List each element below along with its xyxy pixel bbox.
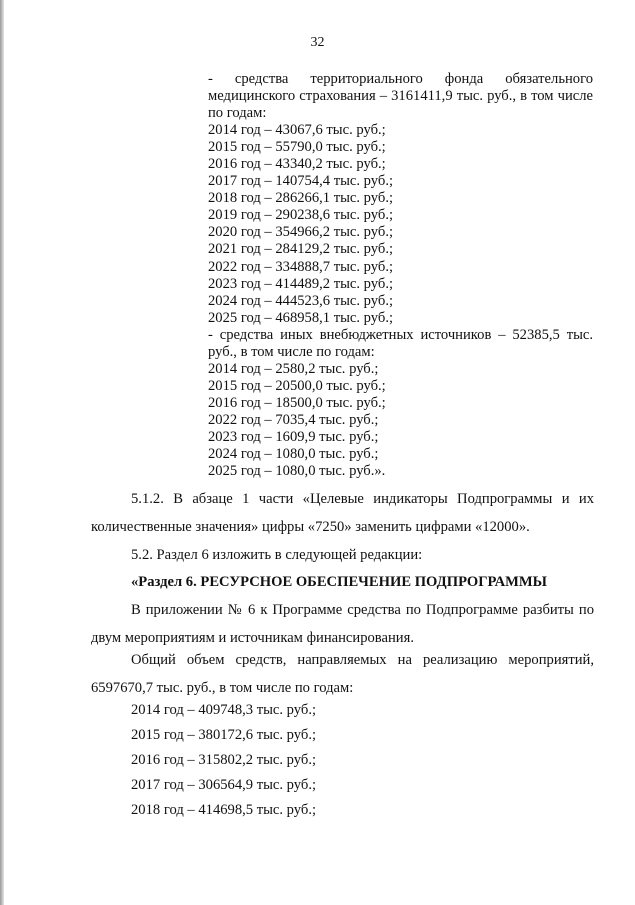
tfoms-intro: - средства территориального фонда обязательного медицинского страхования – 3161411,9 тыс. руб., в том числе по годам:	[208, 71, 593, 122]
tfoms-year-line: 2020 год – 354966,2 тыс. руб.;	[208, 224, 394, 241]
paragraph-5-1-2: 5.1.2. В абзаце 1 части «Целевые индикаторы Подпрограммы и их количественные значения» цифры «7250» заменить цифрами «12000».	[91, 491, 594, 535]
tfoms-year-line: 2024 год – 444523,6 тыс. руб.;	[208, 292, 394, 309]
section-6-year-line: 2014 год – 409748,3 тыс. руб.;	[131, 702, 317, 718]
paragraph-5-2: 5.2. Раздел 6 изложить в следующей редакции:	[131, 547, 423, 563]
tfoms-year-line: 2023 год – 414489,2 тыс. руб.;	[208, 275, 394, 292]
tfoms-year-line: 2018 год – 286266,1 тыс. руб.;	[208, 190, 394, 207]
scan-edge	[0, 0, 4, 905]
other-sources-year-line: 2022 год – 7035,4 тыс. руб.;	[208, 411, 379, 428]
page-number: 32	[310, 35, 325, 50]
section-6-year-line: 2017 год – 306564,9 тыс. руб.;	[131, 777, 317, 793]
other-sources-year-line: 2015 год – 20500,0 тыс. руб.;	[208, 377, 386, 394]
appendix-paragraph: В приложении № 6 к Программе средства по Подпрограмме разбиты по двум мероприятиям и источникам финансирования.	[91, 602, 594, 646]
section-6-year-line: 2018 год – 414698,5 тыс. руб.;	[131, 802, 317, 818]
tfoms-year-line: 2021 год – 284129,2 тыс. руб.;	[208, 241, 394, 258]
section-6-heading: «Раздел 6. РЕСУРСНОЕ ОБЕСПЕЧЕНИЕ ПОДПРОГРАММЫ	[131, 574, 548, 590]
tfoms-year-line: 2015 год – 55790,0 тыс. руб.;	[208, 139, 386, 156]
total-volume-paragraph: Общий объем средств, направляемых на реализацию мероприятий, 6597670,7 тыс. руб., в том числе по годам:	[91, 652, 594, 696]
tfoms-year-line: 2022 год – 334888,7 тыс. руб.;	[208, 258, 394, 275]
other-sources-year-line: 2024 год – 1080,0 тыс. руб.;	[208, 446, 379, 463]
other-sources-year-line: 2025 год – 1080,0 тыс. руб.».	[208, 463, 386, 480]
tfoms-year-line: 2016 год – 43340,2 тыс. руб.;	[208, 156, 386, 173]
section-6-years-list	[131, 698, 531, 823]
section-6-year-line: 2016 год – 315802,2 тыс. руб.;	[131, 752, 317, 768]
section-6-year-line: 2015 год – 380172,6 тыс. руб.;	[131, 727, 317, 743]
other-sources-year-line: 2016 год – 18500,0 тыс. руб.;	[208, 394, 386, 411]
tfoms-year-line: 2019 год – 290238,6 тыс. руб.;	[208, 207, 394, 224]
tfoms-year-line: 2017 год – 140754,4 тыс. руб.;	[208, 173, 394, 190]
tfoms-year-line: 2025 год – 468958,1 тыс. руб.;	[208, 309, 394, 326]
funding-sources-block	[208, 71, 593, 480]
other-sources-intro: - средства иных внебюджетных источников – 52385,5 тыс. руб., в том числе по годам:	[208, 326, 593, 360]
other-sources-year-line: 2014 год – 2580,2 тыс. руб.;	[208, 360, 379, 377]
other-sources-year-line: 2023 год – 1609,9 тыс. руб.;	[208, 428, 379, 445]
tfoms-year-line: 2014 год – 43067,6 тыс. руб.;	[208, 122, 386, 139]
